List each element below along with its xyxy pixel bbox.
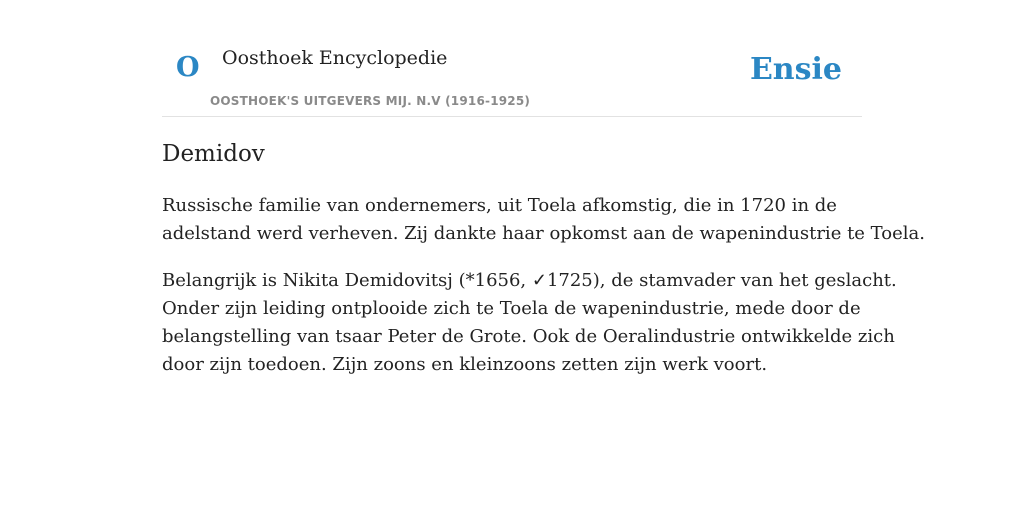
site-subtitle: OOSTHOEK'S UITGEVERS MIJ. N.V (1916-1925) [210, 94, 531, 108]
article-paragraph-2 [162, 267, 897, 379]
paragraph-line: Belangrijk is Nikita Demidovitsj (*1656, ✓1725), de stamvader van het geslacht. [162, 270, 897, 291]
ensie-brand-link[interactable]: Ensie [749, 52, 842, 87]
paragraph-line: belangstelling van tsaar Peter de Grote. Ook de Oeralindustrie ontwikkelde zich [162, 326, 895, 347]
site-header [162, 0, 862, 117]
article [162, 136, 925, 375]
article-paragraph-1 [162, 192, 925, 248]
paragraph-line: door zijn toedoen. Zijn zoons en kleinzoons zetten zijn werk voort. [162, 354, 768, 375]
paragraph-line: Onder zijn leiding ontplooide zich te Toela de wapenindustrie, mede door de [162, 298, 861, 319]
paragraph-line: adelstand werd verheven. Zij dankte haar opkomst aan de wapenindustrie te Toela. [162, 223, 925, 244]
logo-mark[interactable]: O [176, 52, 200, 83]
article-title: Demidov [162, 141, 265, 167]
site-title-link[interactable]: Oosthoek Encyclopedie [222, 47, 448, 69]
paragraph-line: Russische familie van ondernemers, uit Toela afkomstig, die in 1720 in de [162, 195, 837, 216]
